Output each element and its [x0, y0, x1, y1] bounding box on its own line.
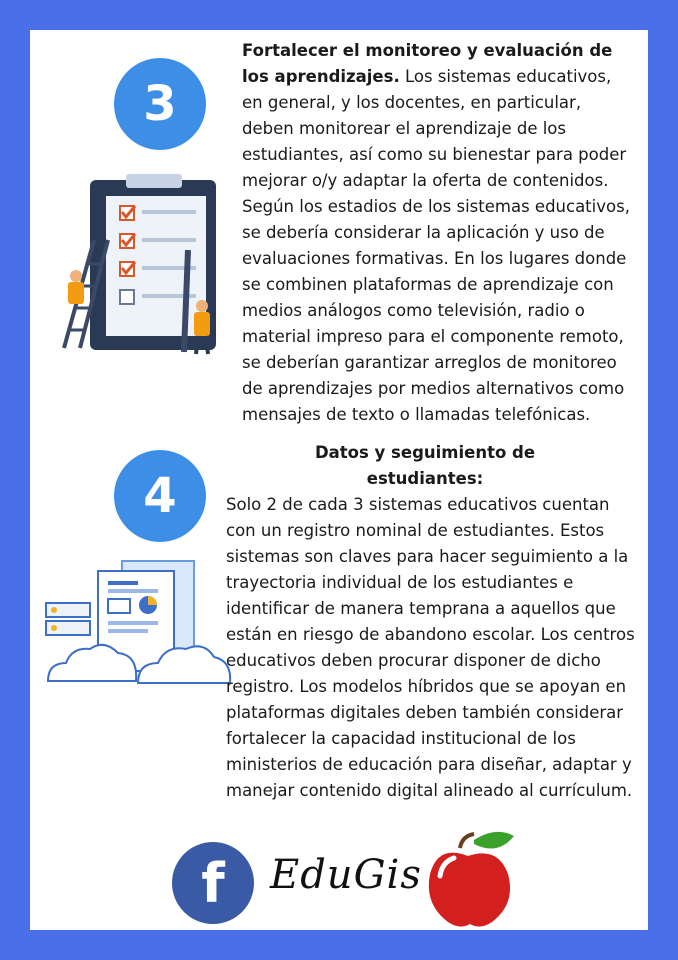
brand-logo: EduGis: [270, 852, 422, 898]
section-3-title: Fortalecer el monitoreo y evaluación de los aprendizajes.: [242, 41, 613, 86]
section-3-text: [242, 38, 634, 428]
clipboard-checklist-illustration: [54, 170, 234, 360]
section-4-body: Solo 2 de cada 3 sistemas educativos cuentan con un registro nominal de estudiantes. Estos sistemas son claves para hacer seguimiento a la trayectoria individual de los estudiantes e identificar de manera temprana a aquellos que están en riesgo de abandono escolar. Los centros educativos deben procurar disponer de dicho registro. Los modelos híbridos que se apoyan en plataformas digitales deben también considerar fortalecer la capacidad institucional de los ministerios de educación para diseñar, adaptar y manejar contenido digital alineado al currículum.: [226, 495, 635, 800]
apple-icon: [422, 830, 522, 930]
section-3-body: Los sistemas educativos, en general, y los docentes, en particular, deben monitorear el aprendizaje de los estudiantes, así como su bienestar para poder mejorar o/y adaptar la oferta de contenidos. Según los estadios de los sistemas educativos, se debería considerar la aplicación y uso de evaluaciones formativas. En los lugares donde se combinen plataformas de aprendizaje con medios análogos como televisión, radio o material impreso para el componente remoto, se deberían garantizar arreglos de monitoreo de aprendizajes por medios alternativos como mensajes de texto o llamadas telefónicas.: [242, 67, 630, 424]
documents-cloud-illustration: [44, 555, 234, 695]
step-number-3: 3: [114, 58, 206, 150]
facebook-icon[interactable]: f: [172, 842, 254, 924]
footer: [30, 820, 648, 920]
step-number-4: 4: [114, 450, 206, 542]
content-card: [30, 30, 648, 930]
section-4-title: Datos y seguimiento de estudiantes:: [314, 443, 536, 488]
